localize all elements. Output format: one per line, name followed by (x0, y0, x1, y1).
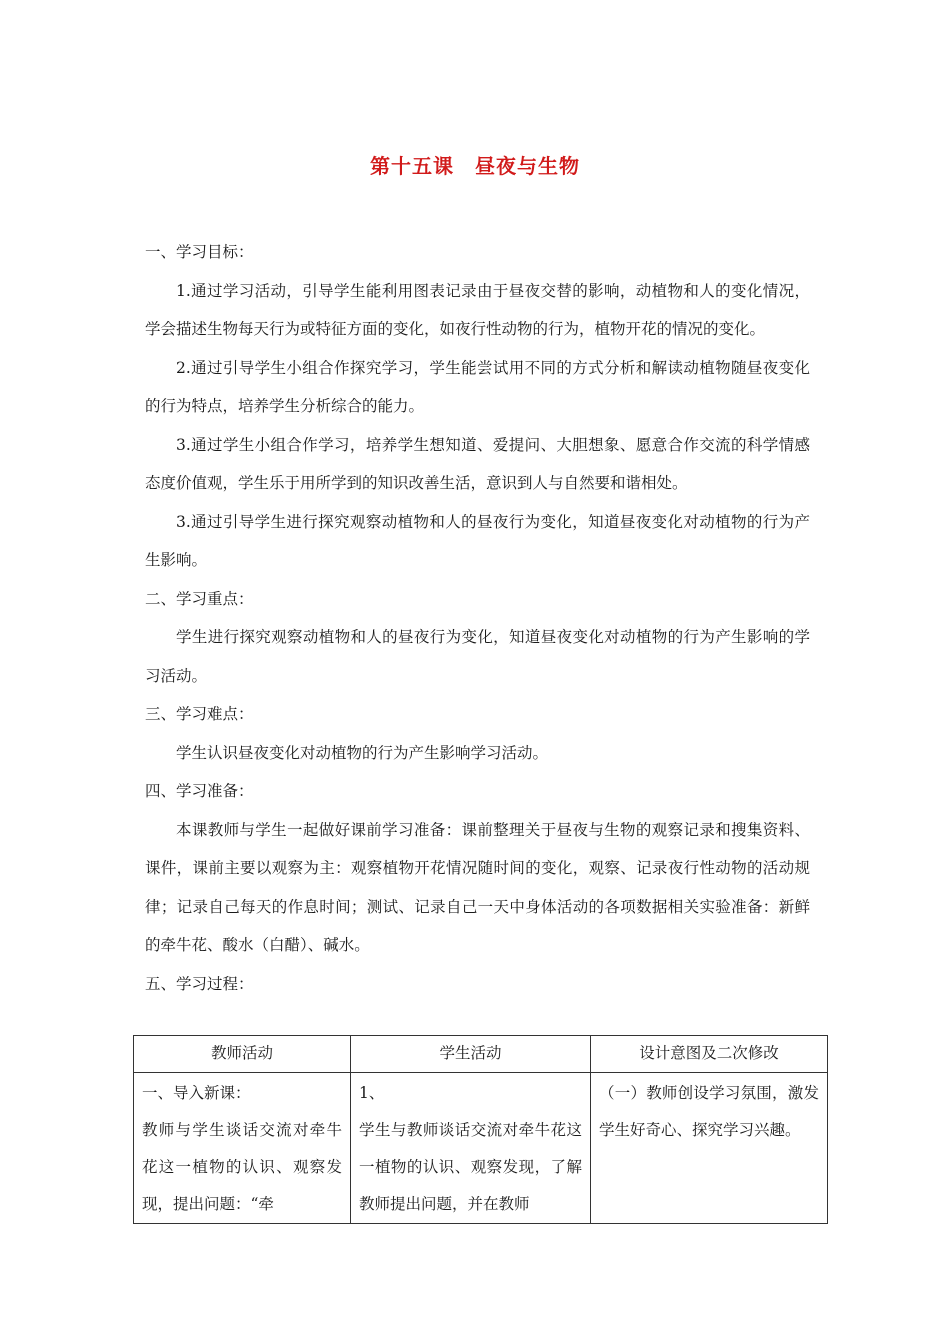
objective-3: 3.通过学生小组合作学习，培养学生想知道、爱提问、大胆想象、愿意合作交流的科学情感态度价值观，学生乐于用所学到的知识改善生活，意识到人与自然要和谐相处。 (145, 435, 810, 492)
design-intent-cell (591, 1073, 828, 1224)
header-design-intent: 设计意图及二次修改 (591, 1036, 828, 1073)
student-line-1: 1、 (359, 1084, 385, 1102)
preparation-heading: 四、学习准备： (145, 782, 254, 800)
objective-2: 2.通过引导学生小组合作探究学习，学生能尝试用不同的方式分析和解读动植物随昼夜变化的行为特点，培养学生分析综合的能力。 (145, 358, 810, 415)
key-points-text: 学生进行探究观察动植物和人的昼夜行为变化，知道昼夜变化对动植物的行为产生影响的学习活动。 (145, 628, 810, 685)
design-line-1: （一）教师创设学习氛围，激发学生好奇心、探究学习兴趣。 (599, 1084, 819, 1139)
objective-1: 1.通过学习活动，引导学生能利用图表记录由于昼夜交替的影响，动植物和人的变化情况，学会描述生物每天行为或特征方面的变化，如夜行性动物的行为，植物开花的情况的变化。 (145, 281, 810, 338)
teacher-line-1: 一、导入新课： (142, 1084, 251, 1102)
process-heading: 五、学习过程： (145, 974, 254, 993)
objectives-heading: 一、学习目标： (145, 243, 254, 261)
key-points-heading: 二、学习重点： (145, 589, 254, 608)
preparation-text: 本课教师与学生一起做好课前学习准备：课前整理关于昼夜与生物的观察记录和搜集资料、课件，课前主要以观察为主：观察植物开花情况随时间的变化，观察、记录夜行性动物的活动规律；记录自己每天的作息时间；测试、记录自己一天中身体活动的各项数据相关实验准备：新鲜的牵牛花、酸水（白醋）、碱水。 (145, 820, 810, 954)
difficulty-text: 学生认识昼夜变化对动植物的行为产生影响学习活动。 (176, 743, 549, 762)
table-row (134, 1073, 828, 1224)
header-teacher-activity: 教师活动 (134, 1036, 351, 1073)
teacher-line-2: 教师与学生谈话交流对牵牛花这一植物的认识、观察发现，提出问题：“牵 (142, 1121, 342, 1213)
student-activity-cell (351, 1073, 591, 1224)
student-line-2: 学生与教师谈话交流对牵牛花这一植物的认识、观察发现，了解教师提出问题，并在教师 (359, 1121, 582, 1213)
objective-4: 3.通过引导学生进行探究观察动植物和人的昼夜行为变化，知道昼夜变化对动植物的行为产生影响。 (145, 512, 810, 569)
table-header-row (134, 1036, 828, 1073)
teacher-activity-cell (134, 1073, 351, 1224)
lesson-body (145, 233, 810, 1003)
header-student-activity: 学生活动 (351, 1036, 591, 1073)
learning-process-table (133, 1035, 828, 1224)
lesson-title: 第十五课 昼夜与生物 (370, 154, 580, 178)
difficulty-heading: 三、学习难点： (145, 705, 254, 723)
